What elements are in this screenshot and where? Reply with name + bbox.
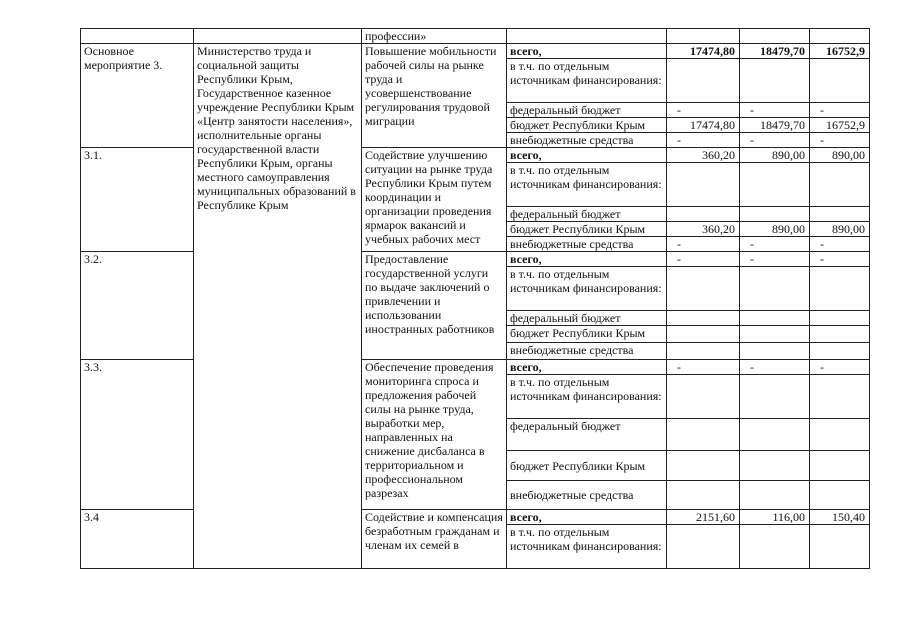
source-label: всего, xyxy=(507,148,667,163)
value-cell: - xyxy=(810,252,870,267)
sub-measure-number: 3.1. xyxy=(81,148,194,252)
source-label: федеральный бюджет xyxy=(507,207,667,222)
source-label: внебюджетные средства xyxy=(507,343,667,360)
table-row xyxy=(81,44,870,59)
sub-measure-name: Содействие улучшению ситуации на рынке труда Республики Крым путем координации и организации проведения ярмарок вакансий и учебных рабочих мест xyxy=(362,148,507,252)
value-cell: 890,00 xyxy=(740,222,810,237)
source-label: в т.ч. по отдельным источникам финансирования: xyxy=(507,163,667,207)
value-cell: - xyxy=(740,133,810,148)
value-cell: - xyxy=(810,360,870,375)
source-label: в т.ч. по отдельным источникам финансирования: xyxy=(507,525,667,569)
source-label: федеральный бюджет xyxy=(507,103,667,118)
value-cell: - xyxy=(810,133,870,148)
value-cell: - xyxy=(740,252,810,267)
sub-measure-name: Предоставление государственной услуги по выдаче заключений о привлечении и использовании иностранных работников xyxy=(362,252,507,360)
value-cell: 890,00 xyxy=(810,222,870,237)
sub-measure-number: 3.3. xyxy=(81,360,194,510)
value-cell: 18479,70 xyxy=(740,44,810,59)
executors-cell: Министерство труда и социальной защиты Республики Крым, Государственное казенное учреждение Республики Крым «Центр занятости населения», исполнительные органы государственной власти Республики Крым, органы местного самоуправления муниципальных образований в Республике Крым xyxy=(194,44,362,569)
source-label: федеральный бюджет xyxy=(507,311,667,326)
sub-measure-name: Содействие и компенсация безработным гражданам и членам их семей в xyxy=(362,510,507,569)
main-measure-label: Основное мероприятие 3. xyxy=(81,44,194,148)
main-measure-name: Повышение мобильности рабочей силы на рынке труда и усовершенствование регулирования трудовой миграции xyxy=(362,44,507,148)
value-cell: 17474,80 xyxy=(667,118,740,133)
value-cell: - xyxy=(667,252,740,267)
budget-table xyxy=(80,28,870,569)
value-cell: - xyxy=(810,237,870,252)
value-cell: 890,00 xyxy=(740,148,810,163)
table-row xyxy=(81,29,870,44)
value-cell: 150,40 xyxy=(810,510,870,525)
value-cell: 17474,80 xyxy=(667,44,740,59)
source-label: всего, xyxy=(507,510,667,525)
source-label: в т.ч. по отдельным источникам финансирования: xyxy=(507,59,667,103)
source-label: бюджет Республики Крым xyxy=(507,118,667,133)
value-cell: 890,00 xyxy=(810,148,870,163)
value-cell: 360,20 xyxy=(667,222,740,237)
source-label: бюджет Республики Крым xyxy=(507,222,667,237)
value-cell: 16752,9 xyxy=(810,44,870,59)
source-label: в т.ч. по отдельным источникам финансирования: xyxy=(507,375,667,419)
value-cell: - xyxy=(667,133,740,148)
source-label: всего, xyxy=(507,252,667,267)
source-label: бюджет Республики Крым xyxy=(507,326,667,343)
value-cell: 18479,70 xyxy=(740,118,810,133)
source-label: внебюджетные средства xyxy=(507,237,667,252)
value-cell: - xyxy=(740,103,810,118)
source-label: бюджет Республики Крым xyxy=(507,451,667,481)
value-cell: - xyxy=(740,237,810,252)
value-cell: - xyxy=(667,237,740,252)
source-label: федеральный бюджет xyxy=(507,419,667,451)
value-cell: 16752,9 xyxy=(810,118,870,133)
value-cell: 360,20 xyxy=(667,148,740,163)
source-label: всего, xyxy=(507,360,667,375)
source-label: внебюджетные средства xyxy=(507,133,667,148)
row-fragment-text: профессии» xyxy=(362,29,507,44)
source-label: всего, xyxy=(507,44,667,59)
value-cell: - xyxy=(740,360,810,375)
sub-measure-number: 3.2. xyxy=(81,252,194,360)
value-cell: - xyxy=(810,103,870,118)
source-label: внебюджетные средства xyxy=(507,481,667,510)
value-cell: - xyxy=(667,360,740,375)
value-cell: 116,00 xyxy=(740,510,810,525)
sub-measure-name: Обеспечение проведения мониторинга спроса и предложения рабочей силы на рынке труда, выработки мер, направленных на снижение дисбаланса в территориальном и профессиональном разрезах xyxy=(362,360,507,510)
source-label: в т.ч. по отдельным источникам финансирования: xyxy=(507,267,667,311)
value-cell: - xyxy=(667,103,740,118)
sub-measure-number: 3.4 xyxy=(81,510,194,569)
value-cell: 2151,60 xyxy=(667,510,740,525)
